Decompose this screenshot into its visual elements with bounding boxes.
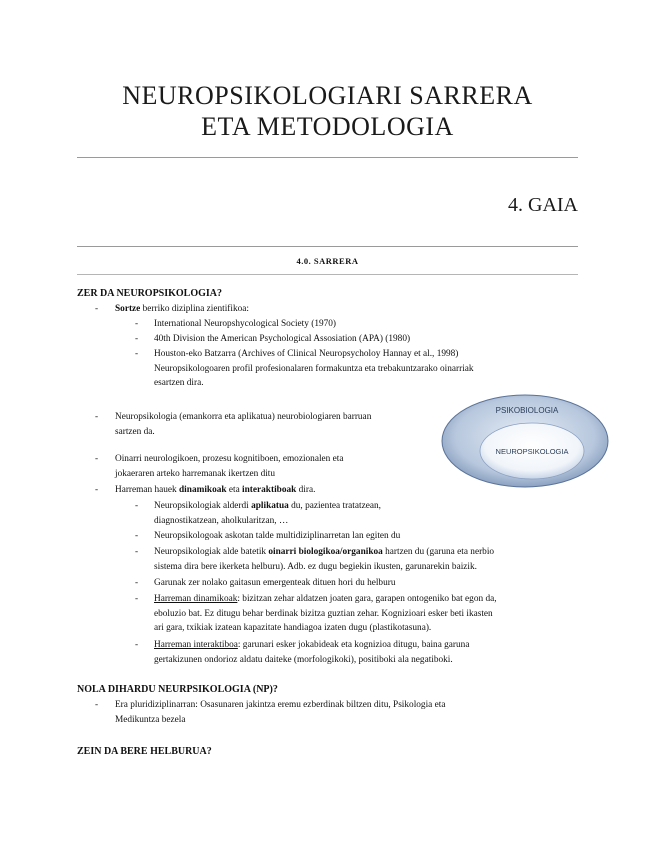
sub-bullet-dash: - — [135, 349, 139, 359]
sub-bullet-dash: - — [135, 531, 139, 541]
text: : garunari esker jokabideak eta kognizioa ditugu, baina garuna — [237, 640, 470, 650]
bullet-pluridiziplinarra — [115, 698, 445, 727]
sub-bullet-biologikoa — [154, 545, 579, 574]
sub-bullet-dash: - — [135, 547, 139, 557]
sub-bullet-interaktiboa — [154, 638, 579, 667]
bold-text: Sortze — [115, 304, 141, 314]
sub-bullet-houston — [154, 347, 474, 391]
text: du, pazientea tratatzean, — [288, 501, 381, 511]
bullet-dash: - — [95, 304, 99, 314]
section-heading: 4.0. SARRERA — [296, 256, 359, 266]
divider — [77, 246, 578, 247]
bold-text: dinamikoak — [179, 485, 227, 495]
line: eboluzio bat. Ez ditugu behar berdinak bizitza guztian zehar. Kognizioari esker beti ikasten — [154, 608, 493, 619]
bullet-dash: - — [95, 485, 99, 495]
bullet-text: berriko diziplina zientifikoa: — [140, 304, 249, 314]
line: Neuropsikologoaren profil profesionalaren formakuntza eta trebakuntzarako oinarriak — [154, 363, 474, 374]
bullet-dash: - — [95, 700, 99, 710]
line: Era pluridiziplinarran: Osasunaren jakintza eremu ezberdinak biltzen ditu, Psikologia eta — [115, 700, 446, 710]
text: Neuropsikologiak alderdi — [154, 501, 252, 511]
line: Medikuntza bezela — [115, 714, 186, 725]
sub-bullet-dash: - — [135, 501, 139, 511]
title-line-2: ETA METODOLOGIA — [201, 112, 454, 141]
line: Neuropsikologia (emankorra eta aplikatua) neurobiologiaren barruan — [115, 412, 372, 422]
sub-bullet-aplikatua — [154, 499, 381, 528]
bold-text: oinarri biologikoa/organikoa — [268, 547, 383, 557]
title-line-1: NEUROPSIKOLOGIARI SARRERA — [122, 81, 533, 110]
text: hartzen du (garuna eta nerbio — [382, 547, 495, 557]
sub-bullet-dash: - — [135, 594, 139, 604]
text: dira. — [296, 485, 316, 495]
bullet-oinarri — [115, 452, 343, 481]
line: Houston-eko Batzarra (Archives of Clinical Neuropsycholoy Hannay et al., 1998) — [154, 349, 459, 359]
bold-text: interaktiboak — [242, 485, 297, 495]
sub-bullet-ins: International Neuropshycological Society (1970) — [154, 319, 337, 329]
heading-helburua: ZEIN DA BERE HELBURUA? — [77, 746, 212, 757]
divider — [77, 274, 578, 275]
bullet-dash: - — [95, 454, 99, 464]
bullet-sortze — [115, 302, 249, 317]
bullet-harreman — [115, 483, 315, 498]
neuropsikologia-label: NEUROPSIKOLOGIA — [495, 447, 569, 456]
text: : bizitzan zehar aldatzen joaten gara, garapen ontogeniko bat egon da, — [237, 594, 497, 604]
sub-bullet-dash: - — [135, 578, 139, 588]
text: eta — [226, 485, 243, 495]
bold-text: aplikatua — [251, 501, 289, 511]
bullet-neurobiologia — [115, 410, 371, 439]
line: gertakizunen ondorioz aldatu daiteke (morfologikoki), positiboki ala negatiboki. — [154, 654, 453, 665]
text: Harreman hauek — [115, 485, 180, 495]
line: sistema dira bere ikerketa helburu). Adb. ez dugu begiekin ikusten, garunarekin baizik. — [154, 561, 477, 572]
heading-nola-dihardu: NOLA DIHARDU NEURPSIKOLOGIA (NP)? — [77, 684, 278, 695]
line — [154, 499, 381, 514]
line: sartzen da. — [115, 426, 155, 437]
sub-bullet-talde: Neuropsikologoak askotan talde multidiziplinarretan lan egiten du — [154, 531, 401, 541]
line: esartzen dira. — [154, 378, 204, 389]
line — [154, 592, 579, 607]
text: Neuropsikologiak alde batetik — [154, 547, 269, 557]
chapter-title: 4. GAIA — [508, 194, 578, 216]
sub-bullet-dash: - — [135, 319, 139, 329]
sub-bullet-gaitasun: Garunak zer nolako gaitasun emergenteak dituen hori du helburu — [154, 578, 396, 588]
psikobiologia-label: PSIKOBIOLOGIA — [495, 406, 559, 415]
heading-zer-da: ZER DA NEUROPSIKOLOGIA? — [77, 288, 223, 299]
sub-bullet-dinamikoak — [154, 592, 579, 636]
document-title — [0, 80, 655, 142]
line — [154, 638, 579, 653]
line: jokaeraren arteko harremanak ikertzen ditu — [115, 468, 276, 479]
sub-bullet-dash: - — [135, 640, 139, 650]
line — [154, 545, 579, 560]
underlined-text: Harreman interaktiboa — [154, 640, 238, 650]
underlined-text: Harreman dinamikoak — [154, 594, 238, 604]
venn-diagram — [440, 393, 610, 489]
bullet-dash: - — [95, 412, 99, 422]
divider — [77, 157, 578, 158]
sub-bullet-dash: - — [135, 334, 139, 344]
line: Oinarri neurologikoen, prozesu kognitiboen, emozionalen eta — [115, 454, 344, 464]
line: ari gara, txikiak izatean kapazitate handiagoa izaten dugu (plastikotasuna). — [154, 623, 432, 634]
line: diagnostikatzean, aholkularitzan, … — [154, 515, 289, 526]
sub-bullet-apa: 40th Division the American Psychological Assosiation (APA) (1980) — [154, 334, 411, 344]
